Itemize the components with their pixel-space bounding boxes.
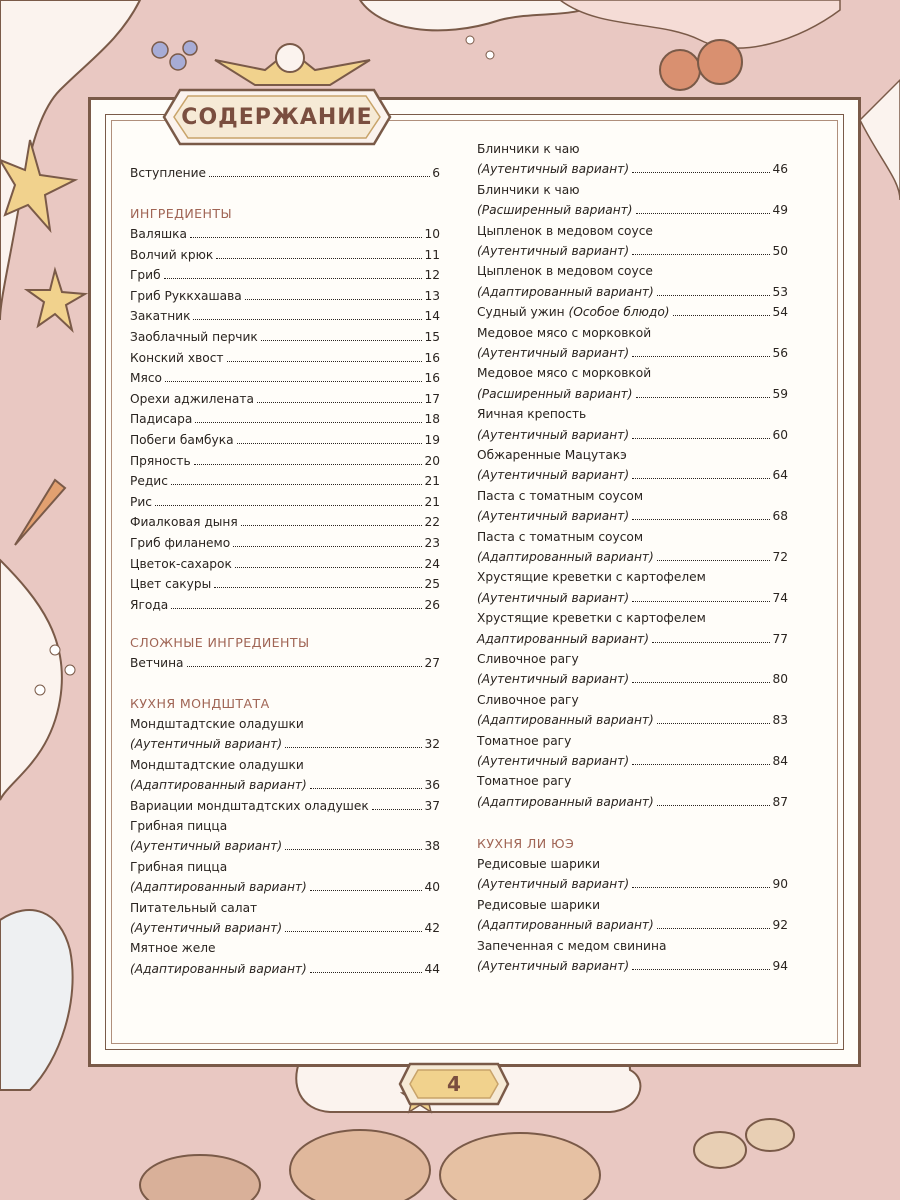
leader-dots <box>652 641 770 643</box>
toc-entry <box>130 777 440 794</box>
toc-entry-title: Адаптированный вариант) <box>477 631 650 646</box>
toc-entry-title: Цветок-сахарок <box>130 556 232 571</box>
toc-entry-title: Редис <box>130 474 168 489</box>
toc-entry-title: Мондштадтские оладушки <box>130 717 304 731</box>
leader-dots <box>657 927 771 929</box>
toc-entry-title: Гриб Руккхашава <box>130 288 242 303</box>
leader-dots <box>636 212 771 214</box>
toc-entry <box>477 590 788 607</box>
toc-entry-title: Фиалковая дыня <box>130 515 238 530</box>
toc-entry-page: 37 <box>424 798 440 813</box>
toc-entry <box>130 288 440 305</box>
toc-entry-page: 13 <box>424 288 440 303</box>
toc-entry <box>477 549 788 566</box>
leader-dots <box>632 477 770 479</box>
leader-dots <box>310 787 423 789</box>
toc-entry <box>477 712 788 729</box>
toc-entry-title: Редисовые шарики <box>477 857 601 871</box>
toc-entry-title: (Аутентичный вариант) <box>130 921 283 935</box>
leader-dots <box>193 318 422 320</box>
toc-entry-title: Волчий крюк <box>130 247 214 262</box>
leader-dots <box>372 808 423 810</box>
toc-entry-page: 18 <box>424 412 440 427</box>
toc-entry <box>130 391 440 408</box>
leader-dots <box>187 665 423 667</box>
toc-entry-title: (Аутентичный вариант) <box>477 877 630 892</box>
toc-entry-title: Мясо <box>130 371 163 386</box>
toc-entry-title: (Адаптированный вариант) <box>130 778 307 793</box>
leader-dots <box>632 681 770 683</box>
toc-entry-page: 50 <box>772 244 788 258</box>
leader-dots <box>632 171 770 173</box>
toc-entry <box>477 284 788 301</box>
leader-dots <box>171 483 423 485</box>
toc-entry-page: 24 <box>424 556 440 571</box>
toc-entry-title: (Адаптированный вариант) <box>477 284 654 299</box>
toc-entry-page: 60 <box>772 427 788 442</box>
toc-entry-page: 21 <box>424 474 440 489</box>
toc-entry <box>130 411 440 428</box>
toc-entry-title: (Аутентичный вариант) <box>477 754 630 768</box>
toc-entry <box>477 631 788 648</box>
toc-entry-page: 59 <box>772 386 788 401</box>
toc-entry-page: 42 <box>424 921 440 935</box>
toc-entry <box>130 350 440 367</box>
toc-entry <box>130 655 440 672</box>
toc-entry-title: Конский хвост <box>130 350 224 365</box>
toc-entry-title: Ветчина <box>130 656 184 670</box>
toc-entry <box>477 243 788 260</box>
toc-entry <box>130 370 440 387</box>
toc-entry <box>130 556 440 573</box>
leader-dots <box>216 257 422 259</box>
toc-entry-title: Заоблачный перчик <box>130 330 258 344</box>
leader-dots <box>261 339 423 341</box>
toc-entry-page: 87 <box>772 794 788 809</box>
leader-dots <box>209 175 430 177</box>
toc-entry <box>477 876 788 893</box>
toc-entry <box>130 494 440 511</box>
toc-entry-page: 84 <box>772 754 788 768</box>
toc-entry-title: Паста с томатным соусом <box>477 488 644 503</box>
toc-entry-page: 6 <box>432 166 440 180</box>
leader-dots <box>657 294 771 296</box>
section-heading: КУХНЯ ЛИ ЮЭ <box>477 836 575 851</box>
leader-dots <box>632 437 770 439</box>
toc-entry-page: 83 <box>772 713 788 728</box>
toc-entry-title: Мятное желе <box>130 941 216 956</box>
toc-entry-title: Орехи аджилената <box>130 391 254 406</box>
toc-entry-title: Грибная пицца <box>130 859 228 874</box>
page-number: 4 <box>447 1072 461 1096</box>
toc-entry <box>130 798 440 815</box>
toc-entry-title: Пряность <box>130 453 191 468</box>
toc-entry <box>130 473 440 490</box>
leader-dots <box>632 886 770 888</box>
toc-entry-title: (Аутентичный вариант) <box>130 737 283 752</box>
toc-entry-page: 90 <box>772 877 788 892</box>
toc-entry-page: 14 <box>424 309 440 324</box>
toc-entry-title: Яичная крепость <box>477 407 587 422</box>
toc-entry <box>130 961 440 978</box>
leader-dots <box>632 968 770 970</box>
toc-entry-page: 22 <box>424 515 440 530</box>
toc-entry-page: 10 <box>424 227 440 241</box>
toc-entry-title: Хрустящие креветки с картофелем <box>477 611 706 626</box>
toc-entry-page: 40 <box>424 880 440 895</box>
toc-entry-title: Сливочное рагу <box>477 692 579 707</box>
toc-entry-title: (Адаптированный вариант) <box>477 794 654 809</box>
toc-entry <box>130 432 440 449</box>
toc-entry-title: Закатник <box>130 309 191 324</box>
toc-entry-page: 53 <box>772 284 788 299</box>
toc-entry <box>477 794 788 811</box>
toc-entry-page: 56 <box>772 346 788 360</box>
toc-entry-title: Вариации мондштадтских оладушек <box>130 798 369 813</box>
toc-entry-title: Гриб <box>130 268 161 283</box>
toc-entry-title: Цыпленок в медовом соусе <box>477 223 653 238</box>
leader-dots <box>233 545 422 547</box>
leader-dots <box>632 763 770 765</box>
toc-entry <box>130 920 440 937</box>
toc-entry-page: 32 <box>424 737 440 752</box>
leader-dots <box>245 298 423 300</box>
toc-entry <box>477 958 788 975</box>
page-title: СОДЕРЖАНИЕ <box>181 104 373 130</box>
toc-entry-title: Запеченная с медом свинина <box>477 938 667 953</box>
toc-entry-page: 64 <box>772 468 788 483</box>
toc-entry <box>130 535 440 552</box>
toc-entry-title: Вступление <box>130 166 207 180</box>
toc-entry-title: Питательный салат <box>130 900 258 915</box>
toc-entry-title: (Аутентичный вариант) <box>477 468 630 483</box>
toc-entry-title: Паста с томатным соусом <box>477 529 644 544</box>
toc-entry-title: Томатное рагу <box>477 733 572 748</box>
toc-entry <box>477 304 788 321</box>
toc-entry <box>130 453 440 470</box>
leader-dots <box>657 722 771 724</box>
leader-dots <box>257 401 423 403</box>
toc-entry-page: 49 <box>772 203 788 218</box>
toc-entry-page: 72 <box>772 550 788 564</box>
toc-entry-page: 11 <box>424 247 440 262</box>
leader-dots <box>673 314 771 316</box>
toc-entry <box>477 467 788 484</box>
toc-entry-title: Валяшка <box>130 227 187 241</box>
leader-dots <box>310 889 423 891</box>
toc-entry-page: 38 <box>424 839 440 854</box>
toc-entry-page: 20 <box>424 453 440 468</box>
toc-entry <box>130 514 440 531</box>
toc-entry-title: (Аутентичный вариант) <box>477 244 630 258</box>
toc-entry-title: Томатное рагу <box>477 774 572 789</box>
leader-dots <box>657 559 771 561</box>
toc-entry-page: 16 <box>424 371 440 386</box>
toc-entry <box>477 917 788 934</box>
toc-entry-title: (Аутентичный вариант) <box>477 672 630 687</box>
toc-entry <box>477 386 788 403</box>
toc-entry <box>130 308 440 325</box>
leader-dots <box>195 421 422 423</box>
toc-entry-title: Цыпленок в медовом соусе <box>477 264 653 279</box>
toc-entry-title: Сливочное рагу <box>477 652 579 666</box>
toc-entry-page: 92 <box>772 918 788 933</box>
toc-entry-title: (Аутентичный вариант) <box>477 427 630 442</box>
toc-entry-title: Обжаренные Мацутакэ <box>477 448 627 462</box>
section-heading: ИНГРЕДИЕНТЫ <box>130 206 233 221</box>
toc-entry-page: 17 <box>424 391 440 406</box>
leader-dots <box>227 360 423 362</box>
toc-entry-page: 68 <box>772 509 788 524</box>
leader-dots <box>164 277 423 279</box>
toc-entry-page: 15 <box>424 330 440 344</box>
toc-entry-page: 26 <box>424 597 440 612</box>
toc-entry-title: Побеги бамбука <box>130 433 234 447</box>
leader-dots <box>241 524 423 526</box>
toc-entry-page: 27 <box>424 656 440 670</box>
toc-entry-title: (Адаптированный вариант) <box>130 880 307 895</box>
toc-entry-page: 74 <box>772 590 788 605</box>
toc-entry-title: (Адаптированный вариант) <box>477 918 654 933</box>
leader-dots <box>171 607 422 609</box>
toc-entry <box>130 267 440 284</box>
toc-entry <box>477 427 788 444</box>
toc-entry-title: Блинчики к чаю <box>477 182 580 197</box>
toc-entry-page: 46 <box>772 162 788 177</box>
toc-entry-title: Медовое мясо с морковкой <box>477 366 652 381</box>
leader-dots <box>636 396 771 398</box>
toc-entry <box>130 226 440 243</box>
toc-entry-page: 77 <box>772 631 788 646</box>
leader-dots <box>190 236 423 238</box>
toc-entry-page: 21 <box>424 494 440 509</box>
toc-entry <box>477 345 788 362</box>
toc-entry-title: Редисовые шарики <box>477 897 601 912</box>
toc-entry <box>477 161 788 178</box>
leader-dots <box>285 930 422 932</box>
toc-entry-title: (Адаптированный вариант) <box>477 713 654 728</box>
toc-entry-page: 23 <box>424 536 440 550</box>
toc-entry-title: (Адаптированный вариант) <box>477 550 654 564</box>
leader-dots <box>165 380 422 382</box>
leader-dots <box>235 566 423 568</box>
toc-entry-title: Мондштадтские оладушки <box>130 757 304 772</box>
leader-dots <box>194 463 423 465</box>
toc-entry-subtitle: (Особое блюдо) <box>564 305 670 320</box>
leader-dots <box>657 804 771 806</box>
leader-dots <box>632 253 770 255</box>
leader-dots <box>632 355 770 357</box>
toc-entry-title: Рис <box>130 494 152 509</box>
toc-entry-page: 19 <box>424 433 440 447</box>
toc-entry-title: Ягода <box>130 597 169 612</box>
toc-entry-title: (Расширенный вариант) <box>477 386 633 401</box>
toc-entry-title: (Аутентичный вариант) <box>477 509 630 524</box>
toc-entry-title: Грибная пицца <box>130 819 228 833</box>
toc-entry-page: 12 <box>424 268 440 283</box>
section-heading: КУХНЯ МОНДШТАТА <box>130 696 270 711</box>
toc-entry <box>130 736 440 753</box>
toc-entry <box>130 247 440 264</box>
section-heading: СЛОЖНЫЕ ИНГРЕДИЕНТЫ <box>130 635 310 650</box>
leader-dots <box>214 586 422 588</box>
toc-entry-title: Блинчики к чаю <box>477 142 580 156</box>
leader-dots <box>237 442 423 444</box>
toc-entry-page: 44 <box>424 961 440 976</box>
toc-entry-title: (Аутентичный вариант) <box>477 959 630 973</box>
toc-entry-title: Судный ужин (Особое блюдо) <box>477 305 670 320</box>
toc-entry-title: Падисара <box>130 412 193 427</box>
toc-entry-page: 25 <box>424 577 440 592</box>
toc-entry-title: (Расширенный вариант) <box>477 203 633 218</box>
leader-dots <box>155 504 423 506</box>
toc-entry <box>130 329 440 346</box>
toc-entry-title: Хрустящие креветки с картофелем <box>477 570 706 585</box>
toc-entry-title: (Адаптированный вариант) <box>130 961 307 976</box>
leader-dots <box>632 518 770 520</box>
toc-entry-page: 94 <box>772 959 788 973</box>
toc-entry <box>477 508 788 525</box>
toc-entry-title: Цвет сакуры <box>130 577 212 592</box>
toc-entry-title: (Аутентичный вариант) <box>477 162 630 177</box>
toc-entry-page: 80 <box>772 672 788 687</box>
toc-entry-title: (Аутентичный вариант) <box>477 346 630 360</box>
leader-dots <box>632 600 770 602</box>
toc-entry-page: 36 <box>424 778 440 793</box>
toc-entry-title: (Аутентичный вариант) <box>477 590 630 605</box>
toc-entry <box>477 202 788 219</box>
toc-entry <box>477 671 788 688</box>
toc-entry <box>130 838 440 855</box>
toc-entry-page: 54 <box>772 305 788 320</box>
leader-dots <box>285 848 422 850</box>
leader-dots <box>285 746 422 748</box>
toc-entry <box>130 576 440 593</box>
toc-entry <box>130 597 440 614</box>
toc-entry <box>477 753 788 770</box>
toc-entry-title: Медовое мясо с морковкой <box>477 325 652 340</box>
toc-entry <box>130 879 440 896</box>
leader-dots <box>310 971 423 973</box>
toc-entry <box>130 165 440 182</box>
toc-entry-title: (Аутентичный вариант) <box>130 839 283 854</box>
toc-entry-title: Гриб филанемо <box>130 536 231 550</box>
toc-entry-page: 16 <box>424 350 440 365</box>
